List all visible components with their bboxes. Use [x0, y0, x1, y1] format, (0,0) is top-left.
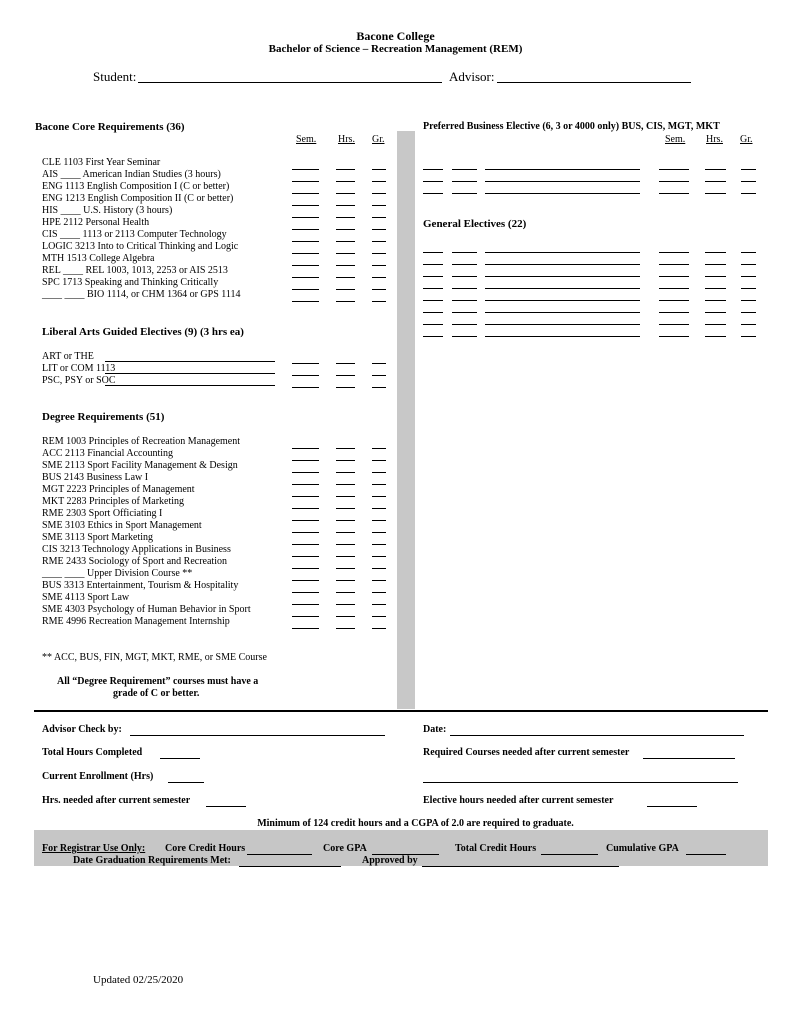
degree-hrs-field[interactable] — [336, 592, 355, 593]
degree-item: RME 2303 Sport Officiating I — [42, 508, 163, 519]
core-gr-field[interactable] — [372, 217, 386, 218]
liberal-title: Liberal Arts Guided Electives (9) (3 hrs ea) — [42, 326, 244, 338]
degree-title: Bachelor of Science – Recreation Management (REM) — [268, 43, 523, 55]
degree-sem-field[interactable] — [292, 604, 319, 605]
preferred-prefix-field[interactable] — [423, 181, 443, 182]
general-course-field[interactable] — [485, 300, 640, 301]
degree-sem-field[interactable] — [292, 472, 319, 473]
core-hrs-field[interactable] — [336, 181, 355, 182]
core-item: ENG 1213 English Composition II (C or better) — [42, 193, 234, 204]
core-gr-field[interactable] — [372, 301, 386, 302]
degree-hrs-field[interactable] — [336, 520, 355, 521]
degree-gr-field[interactable] — [372, 604, 386, 605]
preferred-number-field[interactable] — [452, 169, 477, 170]
degree-hrs-field[interactable] — [336, 616, 355, 617]
degree-hrs-field[interactable] — [336, 460, 355, 461]
general-gr-field[interactable] — [741, 300, 756, 301]
degree-hrs-field[interactable] — [336, 508, 355, 509]
general-number-field[interactable] — [452, 264, 477, 265]
core-item: AIS ____ American Indian Studies (3 hours) — [42, 169, 221, 180]
general-sem-field[interactable] — [659, 252, 689, 253]
degree-hrs-field[interactable] — [336, 580, 355, 581]
preferred-col-hrs: Hrs. — [706, 134, 723, 145]
liberal-sem-field[interactable] — [292, 375, 319, 376]
elective-hours-field[interactable] — [647, 806, 697, 807]
general-prefix-field[interactable] — [423, 300, 443, 301]
preferred-title: Preferred Business Elective (6, 3 or 4000 only) BUS, CIS, MGT, MKT — [423, 121, 720, 132]
core-hrs-field[interactable] — [336, 289, 355, 290]
general-gr-field[interactable] — [741, 312, 756, 313]
degree-sem-field[interactable] — [292, 532, 319, 533]
core-item: HIS ____ U.S. History (3 hours) — [42, 205, 173, 216]
elective-hours-label: Elective hours needed after current semester — [423, 795, 614, 806]
preferred-number-field[interactable] — [452, 193, 477, 194]
degree-note-1: All “Degree Requirement” courses must have a — [57, 676, 259, 687]
core-hrs-field[interactable] — [336, 241, 355, 242]
degree-note-2: grade of C or better. — [113, 688, 200, 699]
degree-item: SME 4113 Sport Law — [42, 592, 130, 603]
degree-sem-field[interactable] — [292, 484, 319, 485]
core-sem-field[interactable] — [292, 277, 319, 278]
general-course-field[interactable] — [485, 324, 640, 325]
liberal-hrs-field[interactable] — [336, 387, 355, 388]
degree-sem-field[interactable] — [292, 616, 319, 617]
general-hrs-field[interactable] — [705, 252, 726, 253]
core-hrs-field[interactable] — [336, 301, 355, 302]
general-gr-field[interactable] — [741, 264, 756, 265]
degree-hrs-field[interactable] — [336, 628, 355, 629]
core-item: HPE 2112 Personal Health — [42, 217, 150, 228]
general-number-field[interactable] — [452, 324, 477, 325]
degree-gr-field[interactable] — [372, 496, 386, 497]
degree-hrs-field[interactable] — [336, 532, 355, 533]
degree-sem-field[interactable] — [292, 520, 319, 521]
degree-gr-field[interactable] — [372, 544, 386, 545]
degree-gr-field[interactable] — [372, 628, 386, 629]
degree-gr-field[interactable] — [372, 580, 386, 581]
degree-item: REM 1003 Principles of Recreation Management — [42, 436, 241, 447]
general-sem-field[interactable] — [659, 312, 689, 313]
general-number-field[interactable] — [452, 300, 477, 301]
degree-item: MKT 2283 Principles of Marketing — [42, 496, 185, 507]
degree-item: SME 4303 Psychology of Human Behavior in Sport — [42, 604, 251, 615]
core-sem-field[interactable] — [292, 253, 319, 254]
general-hrs-field[interactable] — [705, 264, 726, 265]
core-sem-field[interactable] — [292, 289, 319, 290]
preferred-sem-field[interactable] — [659, 181, 689, 182]
section-divider — [34, 710, 768, 712]
preferred-course-field[interactable] — [485, 181, 640, 182]
core-col-hrs: Hrs. — [338, 134, 355, 145]
degree-hrs-field[interactable] — [336, 604, 355, 605]
degree-gr-field[interactable] — [372, 532, 386, 533]
current-enrollment-field[interactable] — [168, 782, 204, 783]
degree-hrs-field[interactable] — [336, 556, 355, 557]
core-item: ENG 1113 English Composition I (C or better) — [42, 181, 230, 192]
degree-item: RME 2433 Sociology of Sport and Recreation — [42, 556, 227, 567]
core-col-sem: Sem. — [296, 134, 317, 145]
core-hrs-field[interactable] — [336, 205, 355, 206]
degree-item: CIS 3213 Technology Applications in Business — [42, 544, 231, 555]
core-gr-field[interactable] — [372, 169, 386, 170]
core-sem-field[interactable] — [292, 193, 319, 194]
degree-hrs-field[interactable] — [336, 496, 355, 497]
core-col-gr: Gr. — [372, 134, 385, 145]
required-courses-label: Required Courses needed after current semester — [423, 747, 630, 758]
core-hrs-field[interactable] — [336, 277, 355, 278]
preferred-hrs-field[interactable] — [705, 193, 726, 194]
general-course-field[interactable] — [485, 312, 640, 313]
degree-item: BUS 3313 Entertainment, Tourism & Hospitality — [42, 580, 239, 591]
degree-gr-field[interactable] — [372, 460, 386, 461]
preferred-hrs-field[interactable] — [705, 181, 726, 182]
core-sem-field[interactable] — [292, 301, 319, 302]
degree-hrs-field[interactable] — [336, 448, 355, 449]
degree-gr-field[interactable] — [372, 520, 386, 521]
degree-sem-field[interactable] — [292, 628, 319, 629]
core-hrs-field[interactable] — [336, 253, 355, 254]
degree-item: BUS 2143 Business Law I — [42, 472, 149, 483]
degree-gr-field[interactable] — [372, 568, 386, 569]
core-gr-field[interactable] — [372, 241, 386, 242]
general-number-field[interactable] — [452, 288, 477, 289]
core-gr-field[interactable] — [372, 265, 386, 266]
liberal-item: LIT or COM 1113 — [42, 363, 116, 374]
general-gr-field[interactable] — [741, 252, 756, 253]
degree-item: ACC 2113 Financial Accounting — [42, 448, 174, 459]
grad-met-field[interactable] — [239, 866, 341, 867]
general-hrs-field[interactable] — [705, 288, 726, 289]
core-hrs-field[interactable] — [336, 217, 355, 218]
core-item: CIS ____ 1113 or 2113 Computer Technology — [42, 229, 227, 240]
general-gr-field[interactable] — [741, 336, 756, 337]
core-gpa-label: Core GPA — [323, 843, 367, 854]
liberal-gr-field[interactable] — [372, 387, 386, 388]
degree-item: SME 2113 Sport Facility Management & Design — [42, 460, 238, 471]
date-label: Date: — [423, 724, 447, 735]
core-credit-label: Core Credit Hours — [165, 843, 246, 854]
advisor-label: Advisor: — [449, 69, 495, 84]
approved-by-label: Approved by — [362, 855, 418, 866]
core-gr-field[interactable] — [372, 229, 386, 230]
college-title: Bacone College — [356, 29, 435, 43]
core-sem-field[interactable] — [292, 205, 319, 206]
core-sem-field[interactable] — [292, 169, 319, 170]
updated-date: Updated 02/25/2020 — [93, 974, 184, 986]
general-sem-field[interactable] — [659, 288, 689, 289]
total-credit-field[interactable] — [541, 854, 598, 855]
degree-gr-field[interactable] — [372, 556, 386, 557]
degree-sem-field[interactable] — [292, 556, 319, 557]
core-item: SPC 1713 Speaking and Thinking Critically — [42, 277, 219, 288]
general-prefix-field[interactable] — [423, 252, 443, 253]
liberal-name-field[interactable] — [105, 385, 275, 386]
degree-hrs-field[interactable] — [336, 544, 355, 545]
degree-hrs-field[interactable] — [336, 568, 355, 569]
cumulative-gpa-field[interactable] — [686, 854, 726, 855]
general-gr-field[interactable] — [741, 324, 756, 325]
degree-gr-field[interactable] — [372, 508, 386, 509]
total-hours-field[interactable] — [160, 758, 200, 759]
general-course-field[interactable] — [485, 264, 640, 265]
general-prefix-field[interactable] — [423, 324, 443, 325]
preferred-col-gr: Gr. — [740, 134, 753, 145]
general-gr-field[interactable] — [741, 288, 756, 289]
total-hours-label: Total Hours Completed — [42, 747, 143, 758]
degree-sem-field[interactable] — [292, 568, 319, 569]
student-field[interactable] — [138, 82, 442, 83]
degree-gr-field[interactable] — [372, 592, 386, 593]
degree-sem-field[interactable] — [292, 508, 319, 509]
date-field[interactable] — [450, 735, 744, 736]
minimum-requirement: Minimum of 124 credit hours and a CGPA of 2.0 are required to graduate. — [257, 818, 574, 829]
core-gr-field[interactable] — [372, 289, 386, 290]
core-hrs-field[interactable] — [336, 229, 355, 230]
general-number-field[interactable] — [452, 276, 477, 277]
advisor-check-field[interactable] — [130, 735, 385, 736]
advisor-check-label: Advisor Check by: — [42, 724, 122, 735]
hrs-needed-label: Hrs. needed after current semester — [42, 795, 191, 806]
core-item: MTH 1513 College Algebra — [42, 253, 155, 264]
general-gr-field[interactable] — [741, 276, 756, 277]
degree-item: MGT 2223 Principles of Management — [42, 484, 195, 495]
degree-sem-field[interactable] — [292, 544, 319, 545]
general-hrs-field[interactable] — [705, 324, 726, 325]
liberal-name-field[interactable] — [105, 373, 275, 374]
core-title: Bacone Core Requirements (36) — [35, 121, 185, 133]
advisor-field[interactable] — [497, 82, 691, 83]
general-course-field[interactable] — [485, 276, 640, 277]
core-gr-field[interactable] — [372, 181, 386, 182]
degree-hrs-field[interactable] — [336, 484, 355, 485]
preferred-prefix-field[interactable] — [423, 169, 443, 170]
total-credit-label: Total Credit Hours — [455, 843, 537, 854]
general-hrs-field[interactable] — [705, 276, 726, 277]
core-item: ____ ____ BIO 1114, or CHM 1364 or GPS 1114 — [42, 289, 241, 300]
core-item: CLE 1103 First Year Seminar — [42, 157, 161, 168]
degree-item: ____ ____ Upper Division Course ** — [42, 568, 193, 579]
general-sem-field[interactable] — [659, 336, 689, 337]
degree-sem-field[interactable] — [292, 580, 319, 581]
degree-sem-field[interactable] — [292, 496, 319, 497]
general-prefix-field[interactable] — [423, 264, 443, 265]
preferred-course-field[interactable] — [485, 169, 640, 170]
registrar-label: For Registrar Use Only: — [42, 843, 146, 854]
liberal-item: ART or THE — [42, 351, 94, 362]
required-courses-field[interactable] — [643, 758, 735, 759]
general-course-field[interactable] — [485, 288, 640, 289]
liberal-hrs-field[interactable] — [336, 375, 355, 376]
general-number-field[interactable] — [452, 336, 477, 337]
grad-met-label: Date Graduation Requirements Met: — [73, 855, 231, 866]
preferred-sem-field[interactable] — [659, 169, 689, 170]
degree-item: SME 3103 Ethics in Sport Management — [42, 520, 202, 531]
core-sem-field[interactable] — [292, 241, 319, 242]
general-sem-field[interactable] — [659, 276, 689, 277]
core-item: LOGIC 3213 Into to Critical Thinking and Logic — [42, 241, 239, 252]
liberal-gr-field[interactable] — [372, 363, 386, 364]
general-course-field[interactable] — [485, 252, 640, 253]
general-number-field[interactable] — [452, 312, 477, 313]
preferred-prefix-field[interactable] — [423, 193, 443, 194]
core-item: REL ____ REL 1003, 1013, 2253 or AIS 2513 — [42, 265, 228, 276]
degree-item: SME 3113 Sport Marketing — [42, 532, 154, 543]
degree-sem-field[interactable] — [292, 460, 319, 461]
preferred-gr-field[interactable] — [741, 181, 756, 182]
liberal-item: PSC, PSY or SOC — [42, 375, 116, 386]
approved-by-field[interactable] — [422, 866, 619, 867]
student-label: Student: — [93, 69, 137, 84]
general-hrs-field[interactable] — [705, 300, 726, 301]
core-hrs-field[interactable] — [336, 193, 355, 194]
liberal-sem-field[interactable] — [292, 387, 319, 388]
core-gr-field[interactable] — [372, 205, 386, 206]
general-sem-field[interactable] — [659, 300, 689, 301]
general-prefix-field[interactable] — [423, 336, 443, 337]
liberal-gr-field[interactable] — [372, 375, 386, 376]
general-hrs-field[interactable] — [705, 336, 726, 337]
preferred-hrs-field[interactable] — [705, 169, 726, 170]
preferred-col-sem: Sem. — [665, 134, 686, 145]
core-hrs-field[interactable] — [336, 169, 355, 170]
core-hrs-field[interactable] — [336, 265, 355, 266]
core-sem-field[interactable] — [292, 229, 319, 230]
core-credit-field[interactable] — [247, 854, 312, 855]
general-prefix-field[interactable] — [423, 288, 443, 289]
core-gr-field[interactable] — [372, 193, 386, 194]
general-prefix-field[interactable] — [423, 312, 443, 313]
preferred-course-field[interactable] — [485, 193, 640, 194]
degree-title-section: Degree Requirements (51) — [42, 411, 165, 423]
preferred-sem-field[interactable] — [659, 193, 689, 194]
current-enrollment-label: Current Enrollment (Hrs) — [42, 771, 154, 782]
preferred-gr-field[interactable] — [741, 169, 756, 170]
degree-gr-field[interactable] — [372, 616, 386, 617]
liberal-hrs-field[interactable] — [336, 363, 355, 364]
degree-gr-field[interactable] — [372, 448, 386, 449]
degree-footnote: ** ACC, BUS, FIN, MGT, MKT, RME, or SME Course — [42, 652, 267, 663]
preferred-gr-field[interactable] — [741, 193, 756, 194]
general-sem-field[interactable] — [659, 264, 689, 265]
core-gr-field[interactable] — [372, 253, 386, 254]
degree-hrs-field[interactable] — [336, 472, 355, 473]
liberal-sem-field[interactable] — [292, 363, 319, 364]
general-prefix-field[interactable] — [423, 276, 443, 277]
degree-sem-field[interactable] — [292, 592, 319, 593]
general-sem-field[interactable] — [659, 324, 689, 325]
degree-gr-field[interactable] — [372, 472, 386, 473]
column-divider — [397, 131, 415, 709]
core-gr-field[interactable] — [372, 277, 386, 278]
preferred-number-field[interactable] — [452, 181, 477, 182]
core-sem-field[interactable] — [292, 217, 319, 218]
degree-gr-field[interactable] — [372, 484, 386, 485]
degree-item: RME 4996 Recreation Management Internship — [42, 616, 230, 627]
general-title: General Electives (22) — [423, 218, 527, 230]
general-number-field[interactable] — [452, 252, 477, 253]
core-sem-field[interactable] — [292, 181, 319, 182]
core-sem-field[interactable] — [292, 265, 319, 266]
general-course-field[interactable] — [485, 336, 640, 337]
cumulative-gpa-label: Cumulative GPA — [606, 843, 679, 854]
general-hrs-field[interactable] — [705, 312, 726, 313]
hrs-needed-field[interactable] — [206, 806, 246, 807]
liberal-name-field[interactable] — [105, 361, 275, 362]
required-courses-field-2[interactable] — [423, 782, 738, 783]
degree-sem-field[interactable] — [292, 448, 319, 449]
